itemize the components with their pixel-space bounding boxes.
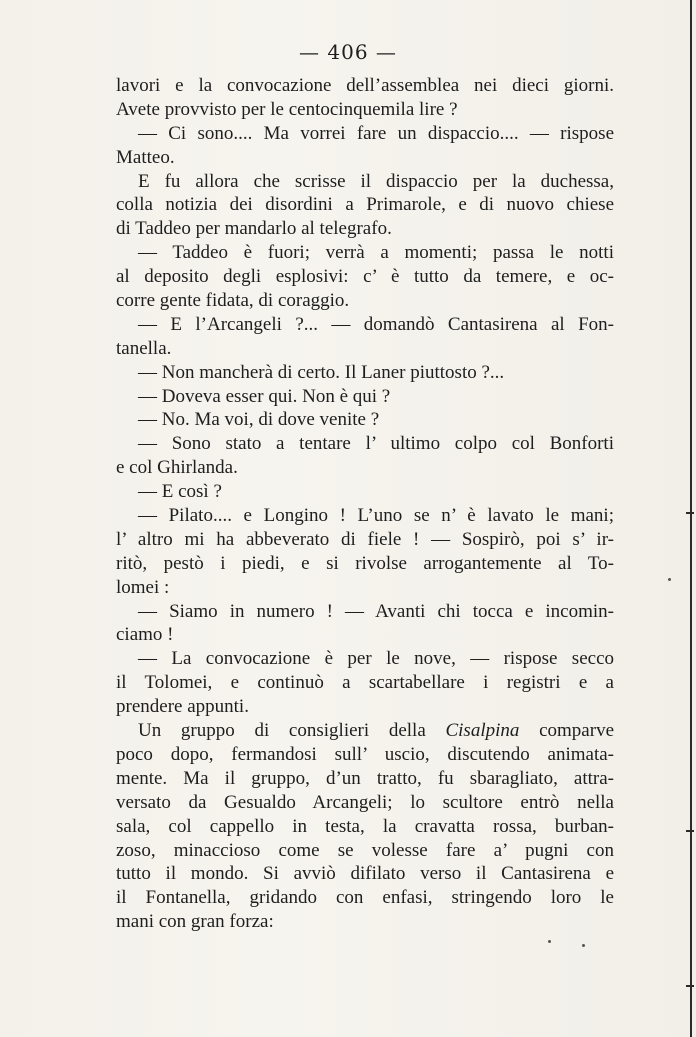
edge-mark — [686, 985, 694, 987]
text-line — [116, 600, 614, 624]
text-line — [116, 170, 614, 194]
text-line — [116, 552, 614, 576]
edge-mark — [686, 830, 694, 832]
ink-speck — [582, 944, 585, 947]
text-segment: lomei : — [116, 576, 170, 598]
text-line — [116, 98, 614, 122]
text-line — [116, 815, 614, 839]
text-line — [116, 647, 614, 671]
text-segment: mente. Ma il gruppo, d’un tratto, fu sbaragliato, attra- — [116, 767, 614, 789]
text-segment: Un gruppo di consiglieri della — [138, 720, 446, 742]
text-segment: prendere appunti. — [116, 696, 249, 718]
text-line — [116, 695, 614, 719]
text-line — [116, 671, 614, 695]
page-number: — 406 — — [299, 40, 397, 64]
text-segment: lavori e la convocazione dell’assemblea nei dieci giorni. — [116, 75, 614, 96]
text-segment: il Fontanella, gridando con enfasi, stringendo loro le — [116, 887, 614, 909]
body-text — [116, 74, 614, 934]
text-line — [116, 241, 614, 265]
text-segment: poco dopo, fermandosi sull’ uscio, discutendo animata- — [116, 743, 614, 765]
text-segment: — E l’Arcangeli ?... — domandò Cantasirena al Fon- — [138, 313, 614, 335]
ink-speck — [668, 578, 671, 581]
text-line — [116, 504, 614, 528]
text-segment: ciamo ! — [116, 624, 174, 646]
text-segment: comparve — [519, 720, 614, 742]
text-line — [116, 146, 614, 170]
text-line — [116, 385, 614, 409]
ink-speck — [548, 940, 551, 943]
text-line — [116, 122, 614, 146]
text-segment: tanella. — [116, 337, 172, 359]
text-line — [116, 361, 614, 385]
text-line — [116, 432, 614, 456]
text-line — [116, 528, 614, 552]
text-segment: il Tolomei, e continuò a scartabellare i registri e a — [116, 672, 614, 694]
text-line — [116, 886, 614, 910]
text-segment: — Non mancherà di certo. Il Laner piuttosto ?... — [138, 361, 505, 383]
text-segment: sala, col cappello in testa, la cravatta rossa, burban- — [116, 815, 614, 837]
edge-mark — [686, 512, 694, 514]
text-segment: — Pilato.... e Longino ! L’uno se n’ è lavato le mani; — [138, 505, 614, 527]
text-line — [116, 193, 614, 217]
text-line — [116, 791, 614, 815]
italic-title: Cisalpina — [445, 720, 520, 742]
text-segment: E fu allora che scrisse il dispaccio per la duchessa, — [138, 170, 614, 192]
page-edge-line — [690, 0, 692, 1037]
text-segment: colla notizia dei disordini a Primarole, e di nuovo chiese — [116, 194, 614, 216]
text-segment: — Sono stato a tentare l’ ultimo colpo col Bonforti — [138, 433, 614, 455]
text-segment: — La convocazione è per le nove, — rispose secco — [138, 648, 614, 670]
text-line — [116, 623, 614, 647]
text-segment: Matteo. — [116, 146, 175, 168]
text-line — [116, 839, 614, 863]
text-segment: al deposito degli esplosivi: c’ è tutto da temere, e oc- — [116, 266, 614, 288]
text-segment: di Taddeo per mandarlo al telegrafo. — [116, 218, 392, 240]
text-line — [116, 337, 614, 361]
text-segment: l’ altro mi ha abbeverato di fiele ! — Sospirò, poi s’ ir- — [116, 528, 614, 550]
text-line — [116, 265, 614, 289]
text-line — [116, 289, 614, 313]
text-line — [116, 910, 614, 934]
text-segment: — Siamo in numero ! — Avanti chi tocca e incomin- — [138, 600, 614, 622]
text-segment: Avete provvisto per le centocinquemila lire ? — [116, 98, 458, 120]
text-line — [116, 408, 614, 432]
text-segment: — Doveva esser qui. Non è qui ? — [138, 385, 391, 407]
text-segment: versato da Gesualdo Arcangeli; lo scultore entrò nella — [116, 791, 614, 813]
text-segment: corre gente fidata, di coraggio. — [116, 290, 350, 312]
text-line — [116, 74, 614, 98]
text-segment: tutto il mondo. Si avviò difilato verso il Cantasirena e — [116, 863, 614, 885]
text-segment: — E così ? — [138, 481, 222, 503]
text-line — [116, 576, 614, 600]
text-line — [116, 862, 614, 886]
text-segment: ritò, pestò i piedi, e si rivolse arrogantemente al To- — [116, 552, 614, 574]
text-segment: — No. Ma voi, di dove venite ? — [138, 409, 380, 431]
text-line — [116, 313, 614, 337]
text-line — [116, 480, 614, 504]
text-line — [116, 767, 614, 791]
text-segment: zoso, minaccioso come se volesse fare a’ pugni con — [116, 839, 614, 861]
text-segment: mani con gran forza: — [116, 911, 274, 933]
text-line — [116, 217, 614, 241]
text-line — [116, 719, 614, 743]
text-line — [116, 743, 614, 767]
text-segment: — Ci sono.... Ma vorrei fare un dispaccio.... — rispose — [138, 122, 614, 144]
text-segment: e col Ghirlanda. — [116, 457, 238, 479]
text-segment: — Taddeo è fuori; verrà a momenti; passa le notti — [138, 242, 614, 264]
text-line — [116, 456, 614, 480]
